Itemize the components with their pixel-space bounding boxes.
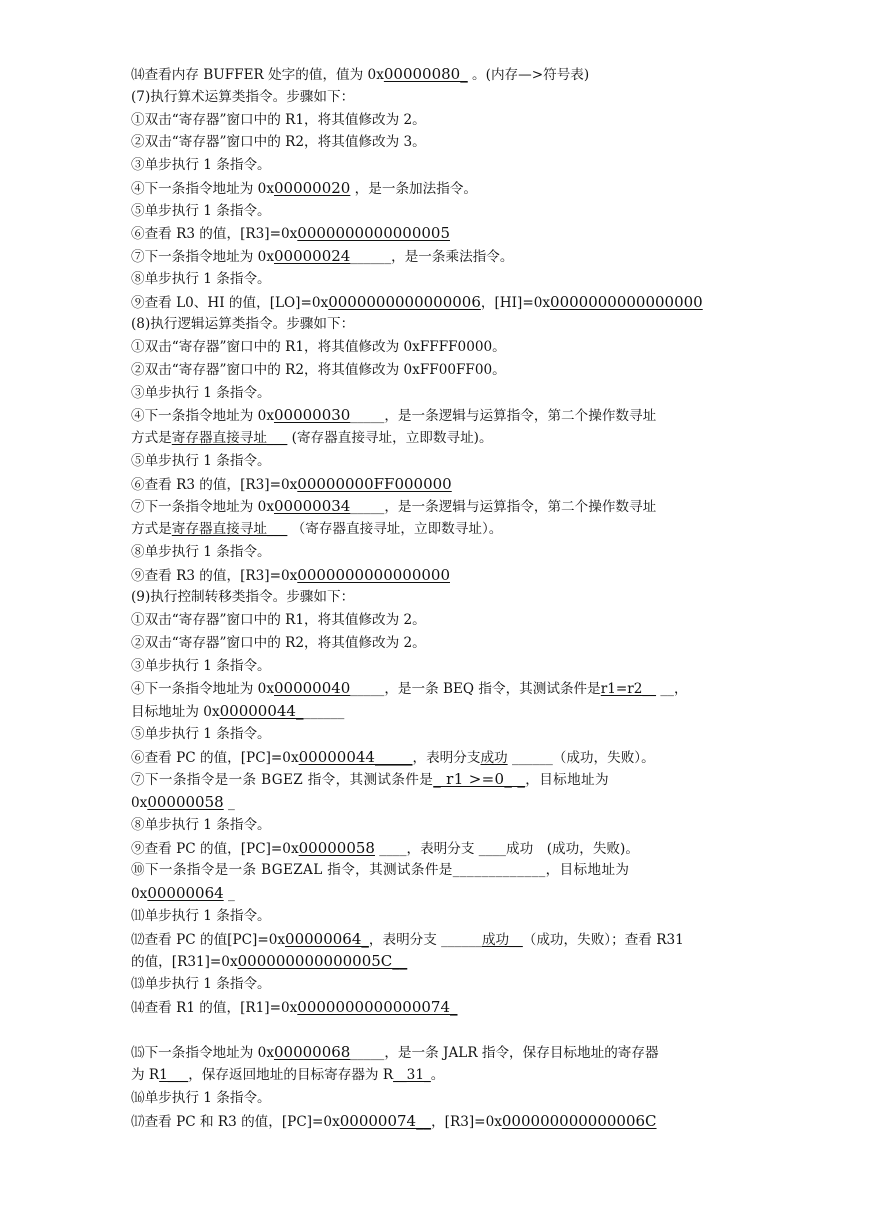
answer-fill: 00000080_	[383, 65, 468, 83]
text: 0x	[131, 886, 148, 902]
text: ______（成功，失败）。	[507, 749, 655, 766]
text: ，是一条逻辑与运算指令，第二个操作数寻址	[384, 499, 657, 516]
text: ③单步执行 1 条指令。	[131, 657, 271, 674]
s8-step-4	[131, 404, 713, 427]
s9-step-10-cont	[131, 882, 713, 905]
text: 方式是	[131, 521, 172, 537]
s7-step-1	[131, 109, 713, 132]
s9-step-2	[131, 632, 713, 655]
blank: ______	[350, 249, 392, 265]
answer-fill: 00000034	[273, 497, 351, 516]
text: ⑧单步执行 1 条指令。	[131, 543, 271, 560]
s9-step-15-cont	[131, 1064, 713, 1087]
answer-fill: 00000044_____	[298, 747, 413, 766]
text: ，是一条逻辑与运算指令，第二个操作数寻址	[384, 408, 657, 425]
text: (8)执行逻辑运算类指令。步骤如下：	[131, 316, 355, 333]
answer-fill: 00000058	[147, 793, 224, 811]
text: ⒁查看内存 BUFFER 处字的值，值为 0x	[131, 67, 384, 83]
answer-fill: 0000000000000000	[550, 292, 703, 311]
text: 为 R	[131, 1067, 160, 1083]
text: ，保存返回地址的目标寄存器为 R	[188, 1067, 394, 1083]
text: ⑩下一条指令是一条 BGEZAL 指令，其测试条件是	[131, 862, 453, 879]
s7-step-3	[131, 154, 713, 177]
s9-step-3	[131, 655, 713, 678]
text: 的值，[R31]=0x	[131, 954, 238, 971]
text: 0x	[131, 795, 148, 811]
text: ④下一条指令地址为 0x	[131, 681, 274, 698]
s9-step-14	[131, 996, 713, 1019]
answer-fill: 00000064	[147, 884, 224, 902]
text: 。	[430, 1067, 445, 1083]
text: __，	[656, 681, 688, 698]
section-heading-7	[131, 86, 713, 109]
answer-fill: 00000024	[273, 247, 351, 265]
answer-fill: 寄存器直接寻址___	[171, 430, 288, 446]
s8-step-8	[131, 541, 713, 564]
s7-step-5	[131, 200, 713, 223]
text: ，表明分支 ______	[368, 931, 482, 948]
text: ⒃单步执行 1 条指令。	[131, 1089, 271, 1106]
text: 目标地址为 0x	[131, 704, 220, 720]
text: ⑦下一条指令地址为 0x	[131, 249, 274, 265]
s7-step-6	[131, 222, 713, 245]
answer-fill: 寄存器直接寻址___	[171, 521, 288, 537]
text: ⑿查看 PC 的值[PC]=0x	[131, 931, 286, 948]
text: ⑧单步执行 1 条指令。	[131, 270, 271, 287]
text: ⑤单步执行 1 条指令。	[131, 202, 271, 219]
s9-step-4-cont	[131, 700, 713, 723]
text: ⒄查看 PC 和 R3 的值，[PC]=0x	[131, 1113, 340, 1130]
blank: ______	[303, 704, 345, 720]
text: ____，表明分支 ____成功 (成功，失败)。	[374, 840, 639, 857]
answer-fill: 0000000000000000	[297, 565, 450, 584]
s9-step-5	[131, 723, 713, 746]
s9-step-7	[131, 768, 713, 791]
s8-step-6	[131, 473, 713, 496]
s7-step-9	[131, 291, 713, 314]
text: ，目标地址为	[545, 862, 630, 879]
text: ④下一条指令地址为 0x	[131, 180, 274, 197]
text: ⑨查看 R3 的值，[R3]=0x	[131, 567, 298, 584]
s9-step-1	[131, 609, 713, 632]
s9-step-8	[131, 814, 713, 837]
answer-fill: 00000068	[273, 1043, 351, 1062]
text: ⑦下一条指令地址为 0x	[131, 499, 274, 516]
text: ⑤单步执行 1 条指令。	[131, 452, 271, 469]
answer-fill: 0000000000000074_	[297, 997, 458, 1016]
s9-step-13	[131, 973, 713, 996]
text: (7)执行算术运算类指令。步骤如下：	[131, 88, 355, 105]
blank-line	[131, 1019, 713, 1042]
text: ，是一条 BEQ 指令，其测试条件是	[384, 681, 601, 698]
text: ④下一条指令地址为 0x	[131, 408, 274, 425]
text: ⑥查看 R3 的值，[R3]=0x	[131, 226, 298, 243]
text: ，是一条加法指令。	[350, 180, 478, 197]
document-page	[131, 63, 713, 1132]
s9-step-15	[131, 1041, 713, 1064]
text: ②双击“寄存器”窗口中的 R2，将其值修改为 2。	[131, 634, 426, 651]
blank: _____	[350, 681, 385, 698]
text: _	[223, 886, 235, 902]
answer-fill: __31_	[393, 1067, 431, 1083]
answer-fill: 000000000000005C__	[237, 952, 408, 971]
answer-fill: 00000030	[273, 406, 351, 425]
s9-step-4	[131, 677, 713, 700]
text: (9)执行控制转移类指令。步骤如下：	[131, 589, 355, 606]
answer-fill: _ r1 >=0_ _	[433, 770, 526, 789]
text: ①双击“寄存器”窗口中的 R1，将其值修改为 2。	[131, 111, 426, 128]
section-heading-8	[131, 313, 713, 336]
answer-fill: 00000000FF000000	[297, 474, 452, 493]
text: ，是一条 JALR 指令，保存目标地址的寄存器	[384, 1045, 659, 1062]
answer-fill: 0000000000000006	[328, 292, 481, 311]
answer-fill: 1___	[159, 1067, 189, 1083]
s7-step-8	[131, 268, 713, 291]
text: ③单步执行 1 条指令。	[131, 157, 271, 173]
answer-fill: 成功__	[481, 931, 523, 948]
section-heading-9	[131, 586, 713, 609]
text: （寄存器直接寻址，立即数寻址）。	[287, 521, 503, 537]
step-14-buffer-line	[131, 63, 713, 86]
text: ⑥查看 PC 的值，[PC]=0x	[131, 749, 299, 766]
s7-step-4	[131, 177, 713, 200]
s7-step-7	[131, 245, 713, 268]
text: 。(内存—>符号表)	[467, 67, 590, 83]
text: ①双击“寄存器”窗口中的 R1，将其值修改为 2。	[131, 612, 426, 628]
text: ⑦下一条指令是一条 BGEZ 指令，其测试条件是	[131, 772, 434, 789]
s8-step-9	[131, 564, 713, 587]
s8-step-5	[131, 450, 713, 473]
s9-step-9	[131, 837, 713, 860]
s9-step-16	[131, 1087, 713, 1110]
s9-step-10	[131, 859, 713, 882]
s8-step-7	[131, 495, 713, 518]
text: ⑤单步执行 1 条指令。	[131, 725, 271, 742]
text: ⑨查看 L0、HI 的值，[LO]=0x	[131, 294, 329, 311]
s9-step-17	[131, 1110, 713, 1133]
answer-fill: 00000044_	[219, 702, 304, 720]
answer-fill: 00000040	[273, 679, 351, 698]
s9-step-6	[131, 746, 713, 769]
text: ②双击“寄存器”窗口中的 R2，将其值修改为 0xFF00FF00。	[131, 361, 506, 378]
answer-fill: 00000058	[298, 838, 375, 857]
answer-fill: 000000000000006C	[501, 1111, 657, 1130]
answer-fill: r1=r2__	[600, 681, 657, 698]
text: ⑧单步执行 1 条指令。	[131, 816, 271, 833]
s9-step-7-cont	[131, 791, 713, 814]
text: ⑾单步执行 1 条指令。	[131, 907, 271, 924]
text: （成功，失败）；查看 R31	[522, 931, 684, 948]
s8-step-1	[131, 336, 713, 359]
blank: _____	[350, 499, 385, 516]
answer-fill: 00000020	[273, 178, 351, 197]
s8-step-4-cont	[131, 427, 713, 450]
text: ⑥查看 R3 的值，[R3]=0x	[131, 476, 298, 493]
s9-step-12-cont	[131, 950, 713, 973]
text: ⒂下一条指令地址为 0x	[131, 1045, 274, 1062]
text: ⒀单步执行 1 条指令。	[131, 976, 271, 992]
blank: _____	[350, 1045, 385, 1062]
s8-step-2	[131, 359, 713, 382]
s9-step-11	[131, 905, 713, 928]
s7-step-2	[131, 131, 713, 154]
text: 方式是	[131, 430, 172, 446]
answer-fill: 成功	[480, 749, 508, 766]
text: ，表明分支	[412, 749, 481, 766]
s8-step-7-cont	[131, 518, 713, 541]
text: ⑨查看 PC 的值，[PC]=0x	[131, 840, 299, 857]
text: ②双击“寄存器”窗口中的 R2，将其值修改为 3。	[131, 134, 426, 151]
answer-fill: 0000000000000005	[297, 224, 450, 243]
text: ，[HI]=0x	[480, 294, 551, 311]
blank: _____________	[452, 862, 546, 879]
answer-fill: 00000074__	[339, 1111, 432, 1130]
text: ①双击“寄存器”窗口中的 R1，将其值修改为 0xFFFF0000。	[131, 339, 506, 355]
text: ，[R3]=0x	[431, 1113, 502, 1130]
answer-fill: 00000064_	[285, 929, 369, 948]
text: _	[223, 795, 235, 811]
text: ，是一条乘法指令。	[391, 249, 514, 265]
s9-step-12	[131, 928, 713, 951]
s8-step-3	[131, 382, 713, 405]
text: ③单步执行 1 条指令。	[131, 384, 271, 401]
text: ，目标地址为	[525, 772, 609, 789]
text: ⒁查看 R1 的值，[R1]=0x	[131, 999, 298, 1016]
text: (寄存器直接寻址，立即数寻址)。	[287, 430, 493, 446]
blank: _____	[350, 408, 385, 425]
